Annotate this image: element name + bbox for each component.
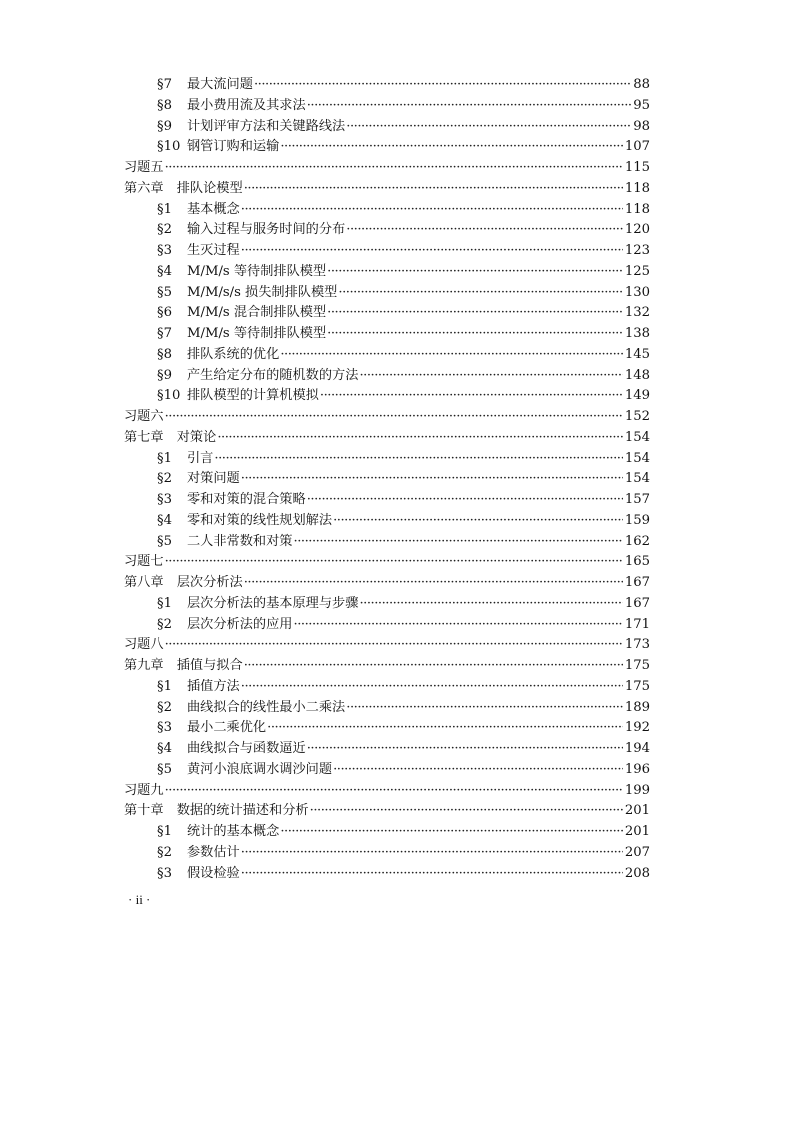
- entry-title: 习题六: [124, 409, 164, 424]
- section-number: §9: [157, 367, 172, 383]
- section-number: §2: [157, 222, 172, 238]
- dot-leader: [241, 241, 623, 262]
- dot-leader: [241, 677, 623, 698]
- toc-section-entry[interactable]: [124, 117, 650, 138]
- dot-leader: [294, 615, 623, 636]
- dot-leader: [217, 428, 623, 449]
- dot-leader: [244, 179, 623, 200]
- entry-page-number: 120: [624, 222, 650, 238]
- toc-chapter-entry[interactable]: [124, 428, 650, 449]
- entry-title: 层次分析法的应用: [187, 616, 293, 632]
- toc-chapter-entry[interactable]: [124, 635, 650, 656]
- entry-title: 零和对策的混合策略: [187, 492, 306, 507]
- dot-leader: [280, 345, 623, 366]
- dot-leader: [359, 366, 622, 387]
- entry-title: 习题九: [124, 782, 164, 798]
- toc-section-entry[interactable]: [124, 96, 650, 117]
- entry-title: 第七章 对策论: [124, 429, 217, 445]
- entry-title: 第八章 层次分析法: [124, 575, 243, 590]
- entry-page-number: 201: [624, 824, 650, 839]
- entry-page-number: 201: [624, 803, 650, 819]
- dot-leader: [280, 137, 623, 158]
- toc-chapter-entry[interactable]: [124, 781, 650, 802]
- entry-page-number: 208: [624, 865, 650, 881]
- entry-page-number: 152: [624, 409, 650, 424]
- toc-chapter-entry[interactable]: [124, 407, 650, 428]
- toc-section-entry[interactable]: [124, 822, 650, 843]
- section-number: §8: [157, 97, 172, 113]
- toc-chapter-entry[interactable]: [124, 179, 650, 200]
- entry-title: 参数估计: [187, 844, 240, 860]
- section-number: §6: [157, 305, 172, 321]
- entry-title: 输入过程与服务时间的分布: [187, 222, 346, 238]
- entry-title: 对策问题: [187, 471, 240, 487]
- dot-leader: [165, 635, 623, 656]
- section-number: §1: [157, 595, 172, 611]
- section-number: §1: [157, 678, 172, 694]
- dot-leader: [327, 262, 623, 283]
- toc-chapter-entry[interactable]: [124, 573, 650, 594]
- section-number: §2: [157, 616, 172, 632]
- entry-title: 第六章 排队论模型: [124, 180, 243, 196]
- dot-leader: [346, 117, 631, 138]
- toc-section-entry[interactable]: [124, 137, 650, 158]
- section-number: §5: [157, 533, 172, 549]
- entry-title: 零和对策的线性规划解法: [187, 512, 333, 528]
- section-number: §2: [157, 471, 172, 487]
- entry-page-number: 125: [624, 263, 650, 279]
- toc-section-entry[interactable]: [124, 511, 650, 532]
- entry-title: 习题七: [124, 554, 164, 570]
- entry-title: 引言: [187, 450, 214, 466]
- dot-leader: [165, 781, 623, 802]
- toc-section-entry[interactable]: [124, 345, 650, 366]
- toc-chapter-entry[interactable]: [124, 801, 650, 822]
- entry-page-number: 132: [624, 305, 650, 321]
- dot-leader: [327, 324, 623, 345]
- section-number: §9: [157, 118, 172, 134]
- section-number: §2: [157, 699, 172, 715]
- toc-section-entry[interactable]: [124, 698, 650, 719]
- toc-section-entry[interactable]: [124, 469, 650, 490]
- section-number: §3: [157, 492, 172, 507]
- toc-section-entry[interactable]: [124, 386, 650, 407]
- dot-leader: [333, 760, 623, 781]
- entry-page-number: 148: [624, 367, 650, 383]
- dot-leader: [244, 656, 623, 677]
- section-number: §2: [157, 844, 172, 860]
- dot-leader: [327, 303, 623, 324]
- entry-page-number: 154: [624, 429, 650, 445]
- dot-leader: [241, 200, 623, 221]
- entry-title: 习题八: [124, 637, 164, 653]
- entry-page-number: 138: [624, 326, 650, 341]
- section-number: §3: [157, 865, 172, 881]
- section-number: §4: [157, 263, 172, 279]
- section-number: §4: [157, 741, 172, 756]
- entry-title: M/M/s/s 损失制排队模型: [187, 284, 338, 300]
- toc-chapter-entry[interactable]: [124, 552, 650, 573]
- dot-leader: [333, 511, 623, 532]
- dot-leader: [346, 698, 623, 719]
- dot-leader: [307, 96, 632, 117]
- entry-title: 排队系统的优化: [187, 346, 280, 362]
- toc-section-entry[interactable]: [124, 283, 650, 304]
- section-number: §1: [157, 201, 172, 217]
- entry-page-number: 199: [624, 782, 650, 798]
- section-number: §3: [157, 720, 172, 736]
- entry-page-number: 189: [624, 699, 650, 715]
- entry-page-number: 159: [624, 512, 650, 528]
- entry-page-number: 115: [624, 160, 650, 175]
- toc-chapter-entry[interactable]: [124, 656, 650, 677]
- toc-section-entry[interactable]: [124, 532, 650, 553]
- entry-title: 最小费用流及其求法: [187, 97, 306, 113]
- toc-section-entry[interactable]: [124, 615, 650, 636]
- entry-page-number: 165: [624, 554, 650, 570]
- entry-title: 基本概念: [187, 201, 240, 217]
- dot-leader: [165, 552, 623, 573]
- entry-page-number: 173: [624, 637, 650, 653]
- toc-section-entry[interactable]: [124, 262, 650, 283]
- entry-title: 统计的基本概念: [187, 824, 280, 839]
- dot-leader: [320, 386, 623, 407]
- entry-page-number: 145: [624, 346, 650, 362]
- section-number: §5: [157, 761, 172, 777]
- entry-title: 产生给定分布的随机数的方法: [187, 367, 359, 383]
- entry-page-number: 154: [624, 450, 650, 466]
- entry-page-number: 196: [624, 761, 650, 777]
- entry-page-number: 192: [624, 720, 650, 736]
- toc-section-entry[interactable]: [124, 200, 650, 221]
- entry-title: 习题五: [124, 160, 164, 175]
- section-number: §8: [157, 346, 172, 362]
- entry-title: 二人非常数和对策: [187, 533, 293, 549]
- section-number: §10: [157, 139, 181, 155]
- toc-section-entry[interactable]: [124, 739, 650, 760]
- section-number: §4: [157, 512, 172, 528]
- entry-title: 最小二乘优化: [187, 720, 267, 736]
- entry-title: 最大流问题: [187, 77, 253, 92]
- dot-leader: [165, 407, 623, 428]
- entry-page-number: 130: [624, 284, 650, 300]
- dot-leader: [241, 843, 623, 864]
- toc-section-entry[interactable]: [124, 366, 650, 387]
- entry-title: 排队模型的计算机模拟: [187, 388, 319, 404]
- entry-title: 曲线拟合与函数逼近: [187, 741, 306, 756]
- toc-section-entry[interactable]: [124, 718, 650, 739]
- toc-section-entry[interactable]: [124, 864, 650, 885]
- entry-title: 插值方法: [187, 678, 240, 694]
- entry-page-number: 157: [624, 492, 650, 507]
- section-number: §7: [157, 77, 172, 92]
- entry-title: 第十章 数据的统计描述和分析: [124, 803, 309, 819]
- section-number: §5: [157, 284, 172, 300]
- dot-leader: [214, 449, 622, 470]
- entry-title: 层次分析法的基本原理与步骤: [187, 595, 359, 611]
- dot-leader: [359, 594, 622, 615]
- entry-page-number: 154: [624, 471, 650, 487]
- entry-page-number: 118: [624, 180, 650, 196]
- section-number: §10: [157, 388, 181, 404]
- table-of-contents: [124, 75, 650, 884]
- toc-chapter-entry[interactable]: [124, 158, 650, 179]
- toc-section-entry[interactable]: [124, 75, 650, 96]
- entry-title: M/M/s 混合制排队模型: [187, 305, 327, 321]
- dot-leader: [346, 220, 623, 241]
- entry-title: M/M/s 等待制排队模型: [187, 263, 327, 279]
- toc-section-entry[interactable]: [124, 843, 650, 864]
- dot-leader: [244, 573, 623, 594]
- entry-page-number: 162: [624, 533, 650, 549]
- entry-page-number: 123: [624, 243, 650, 258]
- dot-leader: [241, 469, 623, 490]
- entry-page-number: 88: [633, 77, 650, 92]
- entry-title: 第九章 插值与拟合: [124, 658, 243, 673]
- toc-section-entry[interactable]: [124, 220, 650, 241]
- entry-page-number: 107: [624, 139, 650, 155]
- section-number: §7: [157, 326, 172, 341]
- entry-page-number: 167: [624, 595, 650, 611]
- section-number: §3: [157, 243, 172, 258]
- section-number: §1: [157, 824, 172, 839]
- toc-section-entry[interactable]: [124, 303, 650, 324]
- dot-leader: [338, 283, 622, 304]
- entry-page-number: 167: [624, 575, 650, 590]
- section-number: §1: [157, 450, 172, 466]
- entry-title: 黄河小浪底调水调沙问题: [187, 761, 333, 777]
- entry-title: 计划评审方法和关键路线法: [187, 118, 346, 134]
- entry-page-number: 98: [633, 118, 650, 134]
- page-number: · ii ·: [128, 892, 151, 907]
- entry-title: 假设检验: [187, 865, 240, 881]
- entry-title: 生灭过程: [187, 243, 240, 258]
- entry-page-number: 149: [624, 388, 650, 404]
- entry-title: 钢管订购和运输: [187, 139, 280, 155]
- toc-section-entry[interactable]: [124, 677, 650, 698]
- entry-page-number: 175: [624, 658, 650, 673]
- entry-page-number: 171: [624, 616, 650, 632]
- dot-leader: [280, 822, 623, 843]
- dot-leader: [307, 490, 623, 511]
- entry-title: M/M/s 等待制排队模型: [187, 326, 327, 341]
- dot-leader: [254, 75, 631, 96]
- dot-leader: [294, 532, 623, 553]
- entry-title: 曲线拟合的线性最小二乘法: [187, 699, 346, 715]
- entry-page-number: 207: [624, 844, 650, 860]
- toc-section-entry[interactable]: [124, 760, 650, 781]
- toc-section-entry[interactable]: [124, 324, 650, 345]
- toc-section-entry[interactable]: [124, 490, 650, 511]
- toc-section-entry[interactable]: [124, 241, 650, 262]
- toc-section-entry[interactable]: [124, 449, 650, 470]
- entry-page-number: 118: [624, 201, 650, 217]
- toc-section-entry[interactable]: [124, 594, 650, 615]
- dot-leader: [267, 718, 623, 739]
- dot-leader: [310, 801, 623, 822]
- dot-leader: [165, 158, 623, 179]
- dot-leader: [307, 739, 623, 760]
- entry-page-number: 175: [624, 678, 650, 694]
- entry-page-number: 95: [633, 97, 650, 113]
- entry-page-number: 194: [624, 741, 650, 756]
- dot-leader: [241, 864, 623, 885]
